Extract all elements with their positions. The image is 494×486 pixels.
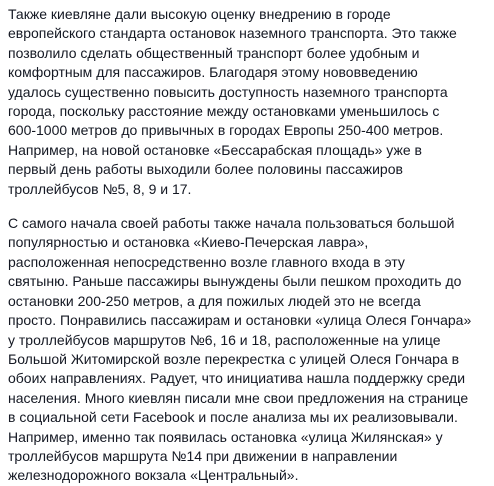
text-line: популярностью и остановка «Киево-Печерская лавра», <box>8 234 369 251</box>
text-line: у троллейбусов маршрутов №6, 16 и 18, расположенные на улице <box>8 331 441 348</box>
text-line: европейского стандарта остановок наземного транспорта. Это также <box>8 25 457 42</box>
text-line: троллейбусов маршрута №14 при движении в направлении <box>8 447 398 464</box>
text-line: железнодорожного вокзала «Центральный». <box>8 467 299 484</box>
text-line: Например, именно так появилась остановка «улица Жилянская» у <box>8 428 443 445</box>
text-line: в социальной сети Facebook и после анализа мы их реализовывали. <box>8 409 458 426</box>
text-line: Например, на новой остановке «Бессарабская площадь» уже в <box>8 141 422 158</box>
paragraph-2 <box>8 214 486 486</box>
text-line: обоих направлениях. Радует, что инициатива нашла поддержку среди <box>8 370 466 387</box>
text-line: 600-1000 метров до привычных в городах Европы 250-400 метров. <box>8 122 444 139</box>
text-line: удалось существенно повысить доступность наземного транспорта <box>8 83 448 100</box>
text-line: просто. Понравились пассажирам и остановки «улица Олеся Гончара» <box>8 312 472 329</box>
text-line: первый день работы выходили более половины пассажиров <box>8 161 403 178</box>
text-line: Также киевляне дали высокую оценку внедрению в городе <box>8 6 391 22</box>
text-line: расположенная непосредственно возле главного входа в эту <box>8 253 405 270</box>
text-line: комфортным для пассажиров. Благодаря этому нововведению <box>8 64 418 81</box>
text-line: святыню. Раньше пассажиры вынуждены были пешком проходить до <box>8 273 462 290</box>
text-line: населения. Много киевлян писали мне свои предложения на странице <box>8 389 469 406</box>
text-line: остановки 200-250 метров, а для пожилых людей это не всегда <box>8 292 421 309</box>
text-line: позволило сделать общественный транспорт более удобным и <box>8 44 420 61</box>
paragraph-1 <box>8 5 486 199</box>
text-line: Большой Житомирской возле перекрестка с улицей Олеся Гончара в <box>8 350 460 367</box>
text-line: города, поскольку расстояние между остановками уменьшилось с <box>8 103 440 120</box>
text-line: троллейбусов №5, 8, 9 и 17. <box>8 180 192 197</box>
text-line: С самого начала своей работы также начала пользоваться большой <box>8 215 455 232</box>
